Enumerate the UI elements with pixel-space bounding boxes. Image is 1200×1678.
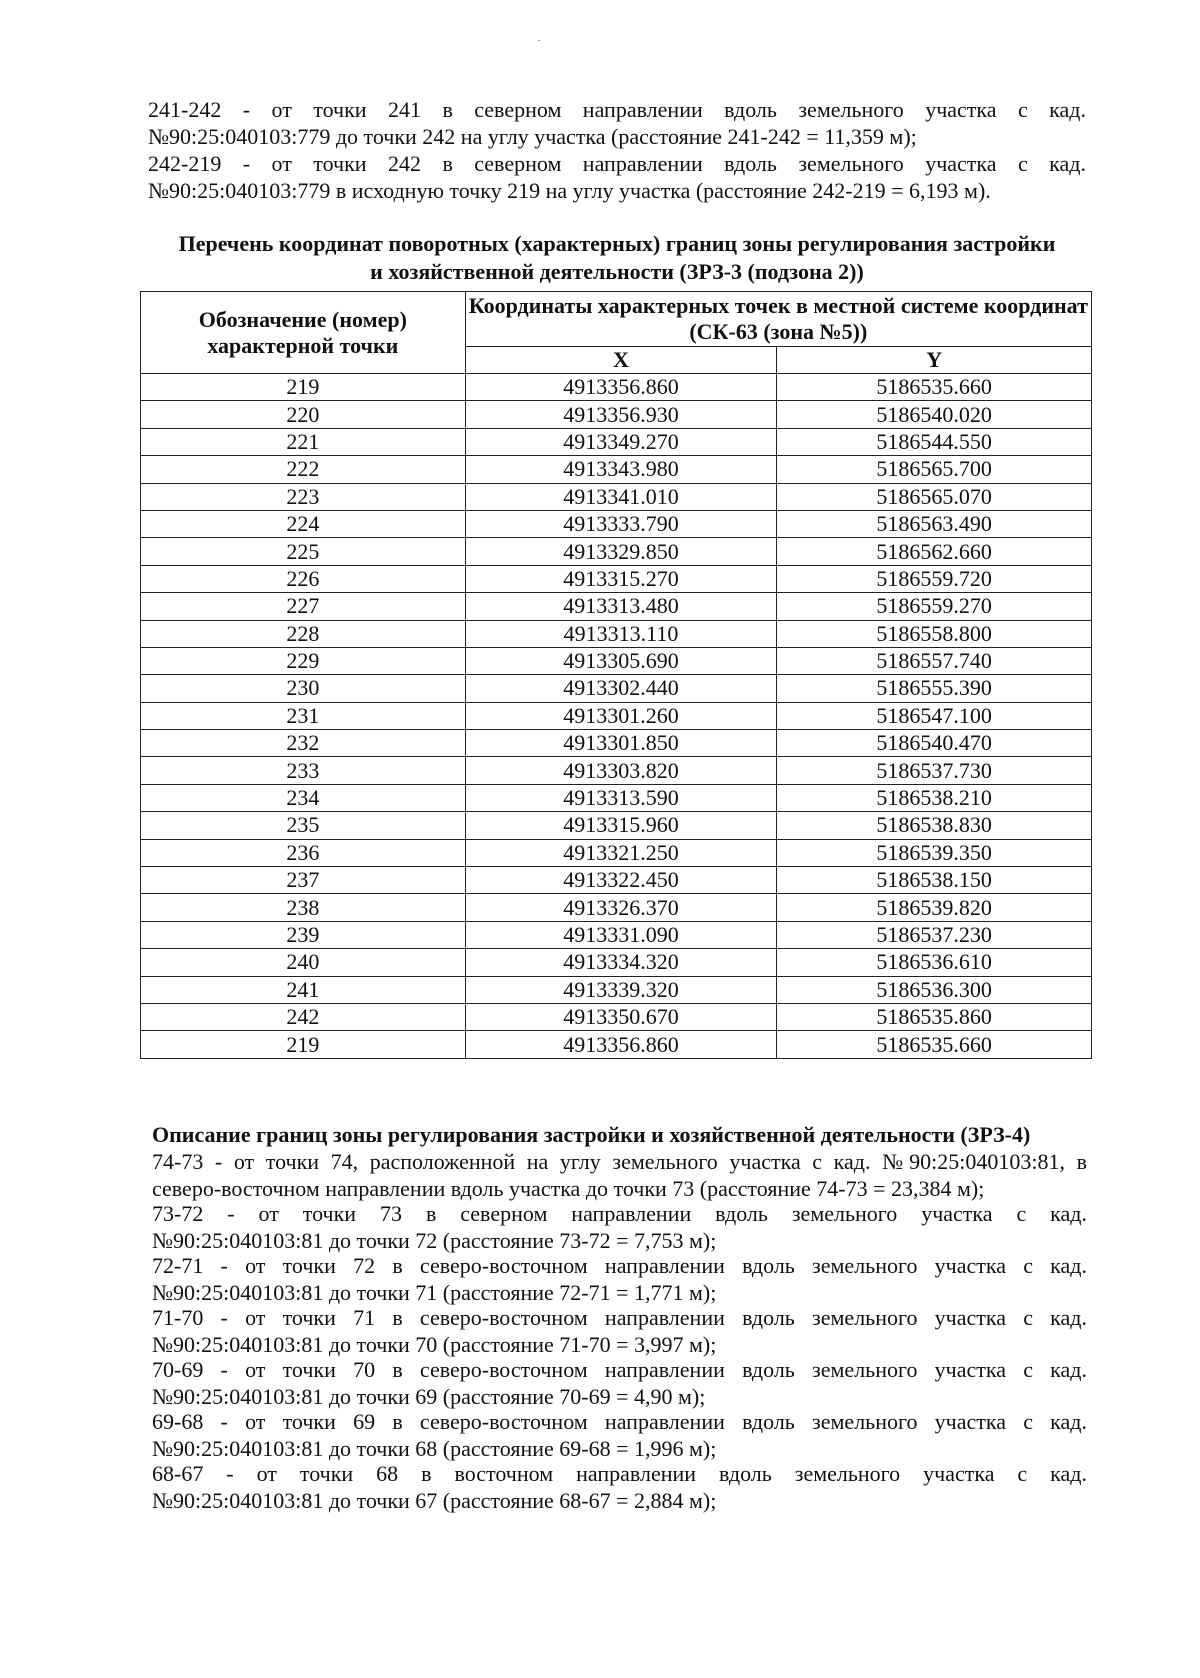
coordinates-table-body [141, 374, 1092, 1059]
y-coordinate-cell: 5186557.740 [777, 647, 1092, 674]
x-coordinate-cell: 4913331.090 [465, 921, 777, 948]
x-coordinate-cell: 4913341.010 [465, 483, 777, 510]
table-row [141, 839, 1092, 866]
zrz4-paragraph [152, 1252, 1087, 1306]
table-row [141, 702, 1092, 729]
table-row [141, 593, 1092, 620]
point-number-cell: 221 [141, 428, 466, 455]
table-title-line: Перечень координат поворотных (характерных) границ зоны регулирования застройки [178, 231, 1056, 256]
y-coordinate-cell: 5186535.660 [777, 1031, 1092, 1058]
y-coordinate-cell: 5186537.230 [777, 921, 1092, 948]
x-coordinate-cell: 4913303.820 [465, 757, 777, 784]
header-point-number: Обозначение (номер) характерной точки [141, 292, 466, 374]
zrz4-paragraph [152, 1148, 1087, 1202]
table-title [142, 230, 1092, 286]
y-coordinate-cell: 5186555.390 [777, 675, 1092, 702]
table-row [141, 565, 1092, 592]
table-row [141, 730, 1092, 757]
table-row [141, 894, 1092, 921]
table-row [141, 675, 1092, 702]
y-coordinate-cell: 5186538.210 [777, 784, 1092, 811]
x-coordinate-cell: 4913305.690 [465, 647, 777, 674]
point-number-cell: 219 [141, 374, 466, 401]
x-coordinate-cell: 4913349.270 [465, 428, 777, 455]
point-number-cell: 228 [141, 620, 466, 647]
header-coordinates: Координаты характерных точек в местной системе координат (СК-63 (зона №5)) [465, 292, 1091, 347]
table-row [141, 428, 1092, 455]
point-number-cell: 229 [141, 647, 466, 674]
x-coordinate-cell: 4913356.860 [465, 374, 777, 401]
zrz4-paragraph [152, 1356, 1087, 1410]
header-y: Y [777, 347, 1092, 374]
y-coordinate-cell: 5186559.270 [777, 593, 1092, 620]
paragraph-line: 68-67 - от точки 68 в восточном направлении вдоль земельного участка с кад. [152, 1461, 1087, 1486]
x-coordinate-cell: 4913315.960 [465, 812, 777, 839]
paragraph-line: 73-72 - от точки 73 в северном направлении вдоль земельного участка с кад. [152, 1201, 1087, 1226]
x-coordinate-cell: 4913313.110 [465, 620, 777, 647]
paragraph-line: №90:25:040103:81 до точки 68 (расстояние 69-68 = 1,996 м); [152, 1436, 717, 1461]
paragraph-line: №90:25:040103:779 в исходную точку 219 на углу участка (расстояние 242-219 = 6,193 м). [148, 178, 991, 203]
y-coordinate-cell: 5186544.550 [777, 428, 1092, 455]
paragraph-line: 69-68 - от точки 69 в северо-восточном направлении вдоль земельного участка с кад. [152, 1409, 1087, 1434]
point-number-cell: 232 [141, 730, 466, 757]
x-coordinate-cell: 4913326.370 [465, 894, 777, 921]
table-row [141, 784, 1092, 811]
table-title-line: и хозяйственной деятельности (ЗРЗ-3 (подзона 2)) [370, 259, 864, 284]
point-number-cell: 233 [141, 757, 466, 784]
paragraph-line: №90:25:040103:81 до точки 71 (расстояние 72-71 = 1,771 м); [152, 1280, 717, 1305]
x-coordinate-cell: 4913343.980 [465, 456, 777, 483]
page-mark [538, 40, 540, 41]
table-row [141, 401, 1092, 428]
point-number-cell: 236 [141, 839, 466, 866]
x-coordinate-cell: 4913333.790 [465, 510, 777, 537]
y-coordinate-cell: 5186565.070 [777, 483, 1092, 510]
point-number-cell: 225 [141, 538, 466, 565]
point-number-cell: 226 [141, 565, 466, 592]
x-coordinate-cell: 4913356.930 [465, 401, 777, 428]
point-number-cell: 234 [141, 784, 466, 811]
point-number-cell: 240 [141, 949, 466, 976]
paragraph-line: 74-73 - от точки 74, расположенной на углу земельного участка с кад. №90:25:040103:81, в [152, 1149, 1087, 1174]
y-coordinate-cell: 5186547.100 [777, 702, 1092, 729]
x-coordinate-cell: 4913322.450 [465, 867, 777, 894]
y-coordinate-cell: 5186538.830 [777, 812, 1092, 839]
x-coordinate-cell: 4913321.250 [465, 839, 777, 866]
paragraph-line: №90:25:040103:81 до точки 70 (расстояние 71-70 = 3,997 м); [152, 1332, 717, 1357]
point-number-cell: 231 [141, 702, 466, 729]
paragraph-line: 70-69 - от точки 70 в северо-восточном направлении вдоль земельного участка с кад. [152, 1357, 1087, 1382]
x-coordinate-cell: 4913329.850 [465, 538, 777, 565]
point-number-cell: 239 [141, 921, 466, 948]
point-number-cell: 222 [141, 456, 466, 483]
paragraph-line: 72-71 - от точки 72 в северо-восточном направлении вдоль земельного участка с кад. [152, 1253, 1087, 1278]
coordinates-table [140, 291, 1092, 1059]
table-row [141, 374, 1092, 401]
zrz4-paragraph [152, 1460, 1087, 1514]
point-number-cell: 237 [141, 867, 466, 894]
paragraph-line: №90:25:040103:779 до точки 242 на углу участка (расстояние 241-242 = 11,359 м); [148, 124, 917, 149]
table-row [141, 757, 1092, 784]
x-coordinate-cell: 4913301.260 [465, 702, 777, 729]
paragraph-line: северо-восточном направлении вдоль участка до точки 73 (расстояние 74-73 = 23,384 м); [152, 1176, 985, 1201]
x-coordinate-cell: 4913334.320 [465, 949, 777, 976]
y-coordinate-cell: 5186537.730 [777, 757, 1092, 784]
point-number-cell: 219 [141, 1031, 466, 1058]
y-coordinate-cell: 5186535.860 [777, 1003, 1092, 1030]
zrz4-paragraph [152, 1304, 1087, 1358]
point-number-cell: 241 [141, 976, 466, 1003]
zrz4-paragraph [152, 1408, 1087, 1462]
table-row [141, 812, 1092, 839]
x-coordinate-cell: 4913302.440 [465, 675, 777, 702]
y-coordinate-cell: 5186538.150 [777, 867, 1092, 894]
point-number-cell: 227 [141, 593, 466, 620]
table-row [141, 949, 1092, 976]
intro-paragraph-242-219 [148, 150, 1086, 204]
point-number-cell: 223 [141, 483, 466, 510]
table-row [141, 538, 1092, 565]
x-coordinate-cell: 4913350.670 [465, 1003, 777, 1030]
point-number-cell: 242 [141, 1003, 466, 1030]
y-coordinate-cell: 5186559.720 [777, 565, 1092, 592]
x-coordinate-cell: 4913315.270 [465, 565, 777, 592]
y-coordinate-cell: 5186565.700 [777, 456, 1092, 483]
table-row [141, 456, 1092, 483]
x-coordinate-cell: 4913301.850 [465, 730, 777, 757]
zrz4-paragraph [152, 1200, 1087, 1254]
paragraph-line: №90:25:040103:81 до точки 69 (расстояние 70-69 = 4,90 м); [152, 1384, 706, 1409]
intro-paragraph-241-242 [148, 96, 1086, 150]
point-number-cell: 238 [141, 894, 466, 921]
point-number-cell: 235 [141, 812, 466, 839]
header-x: X [465, 347, 777, 374]
paragraph-line: 242-219 - от точки 242 в северном направлении вдоль земельного участка с кад. [148, 151, 1086, 176]
y-coordinate-cell: 5186536.300 [777, 976, 1092, 1003]
x-coordinate-cell: 4913313.590 [465, 784, 777, 811]
x-coordinate-cell: 4913339.320 [465, 976, 777, 1003]
y-coordinate-cell: 5186536.610 [777, 949, 1092, 976]
x-coordinate-cell: 4913313.480 [465, 593, 777, 620]
table-row [141, 976, 1092, 1003]
y-coordinate-cell: 5186563.490 [777, 510, 1092, 537]
y-coordinate-cell: 5186558.800 [777, 620, 1092, 647]
y-coordinate-cell: 5186562.660 [777, 538, 1092, 565]
table-row [141, 921, 1092, 948]
point-number-cell: 224 [141, 510, 466, 537]
point-number-cell: 220 [141, 401, 466, 428]
table-row [141, 510, 1092, 537]
paragraph-line: 71-70 - от точки 71 в северо-восточном направлении вдоль земельного участка с кад. [152, 1305, 1087, 1330]
y-coordinate-cell: 5186539.820 [777, 894, 1092, 921]
y-coordinate-cell: 5186535.660 [777, 374, 1092, 401]
table-row [141, 1003, 1092, 1030]
table-row [141, 620, 1092, 647]
paragraph-line: №90:25:040103:81 до точки 67 (расстояние 68-67 = 2,884 м); [152, 1488, 717, 1513]
point-number-cell: 230 [141, 675, 466, 702]
table-row [141, 647, 1092, 674]
x-coordinate-cell: 4913356.860 [465, 1031, 777, 1058]
table-row [141, 483, 1092, 510]
zrz4-title: Описание границ зоны регулирования застройки и хозяйственной деятельности (ЗРЗ-4) [152, 1122, 1031, 1147]
y-coordinate-cell: 5186540.470 [777, 730, 1092, 757]
y-coordinate-cell: 5186540.020 [777, 401, 1092, 428]
paragraph-line: 241-242 - от точки 241 в северном направлении вдоль земельного участка с кад. [148, 97, 1086, 122]
table-row [141, 867, 1092, 894]
y-coordinate-cell: 5186539.350 [777, 839, 1092, 866]
paragraph-line: №90:25:040103:81 до точки 72 (расстояние 73-72 = 7,753 м); [152, 1228, 717, 1253]
table-row [141, 1031, 1092, 1058]
